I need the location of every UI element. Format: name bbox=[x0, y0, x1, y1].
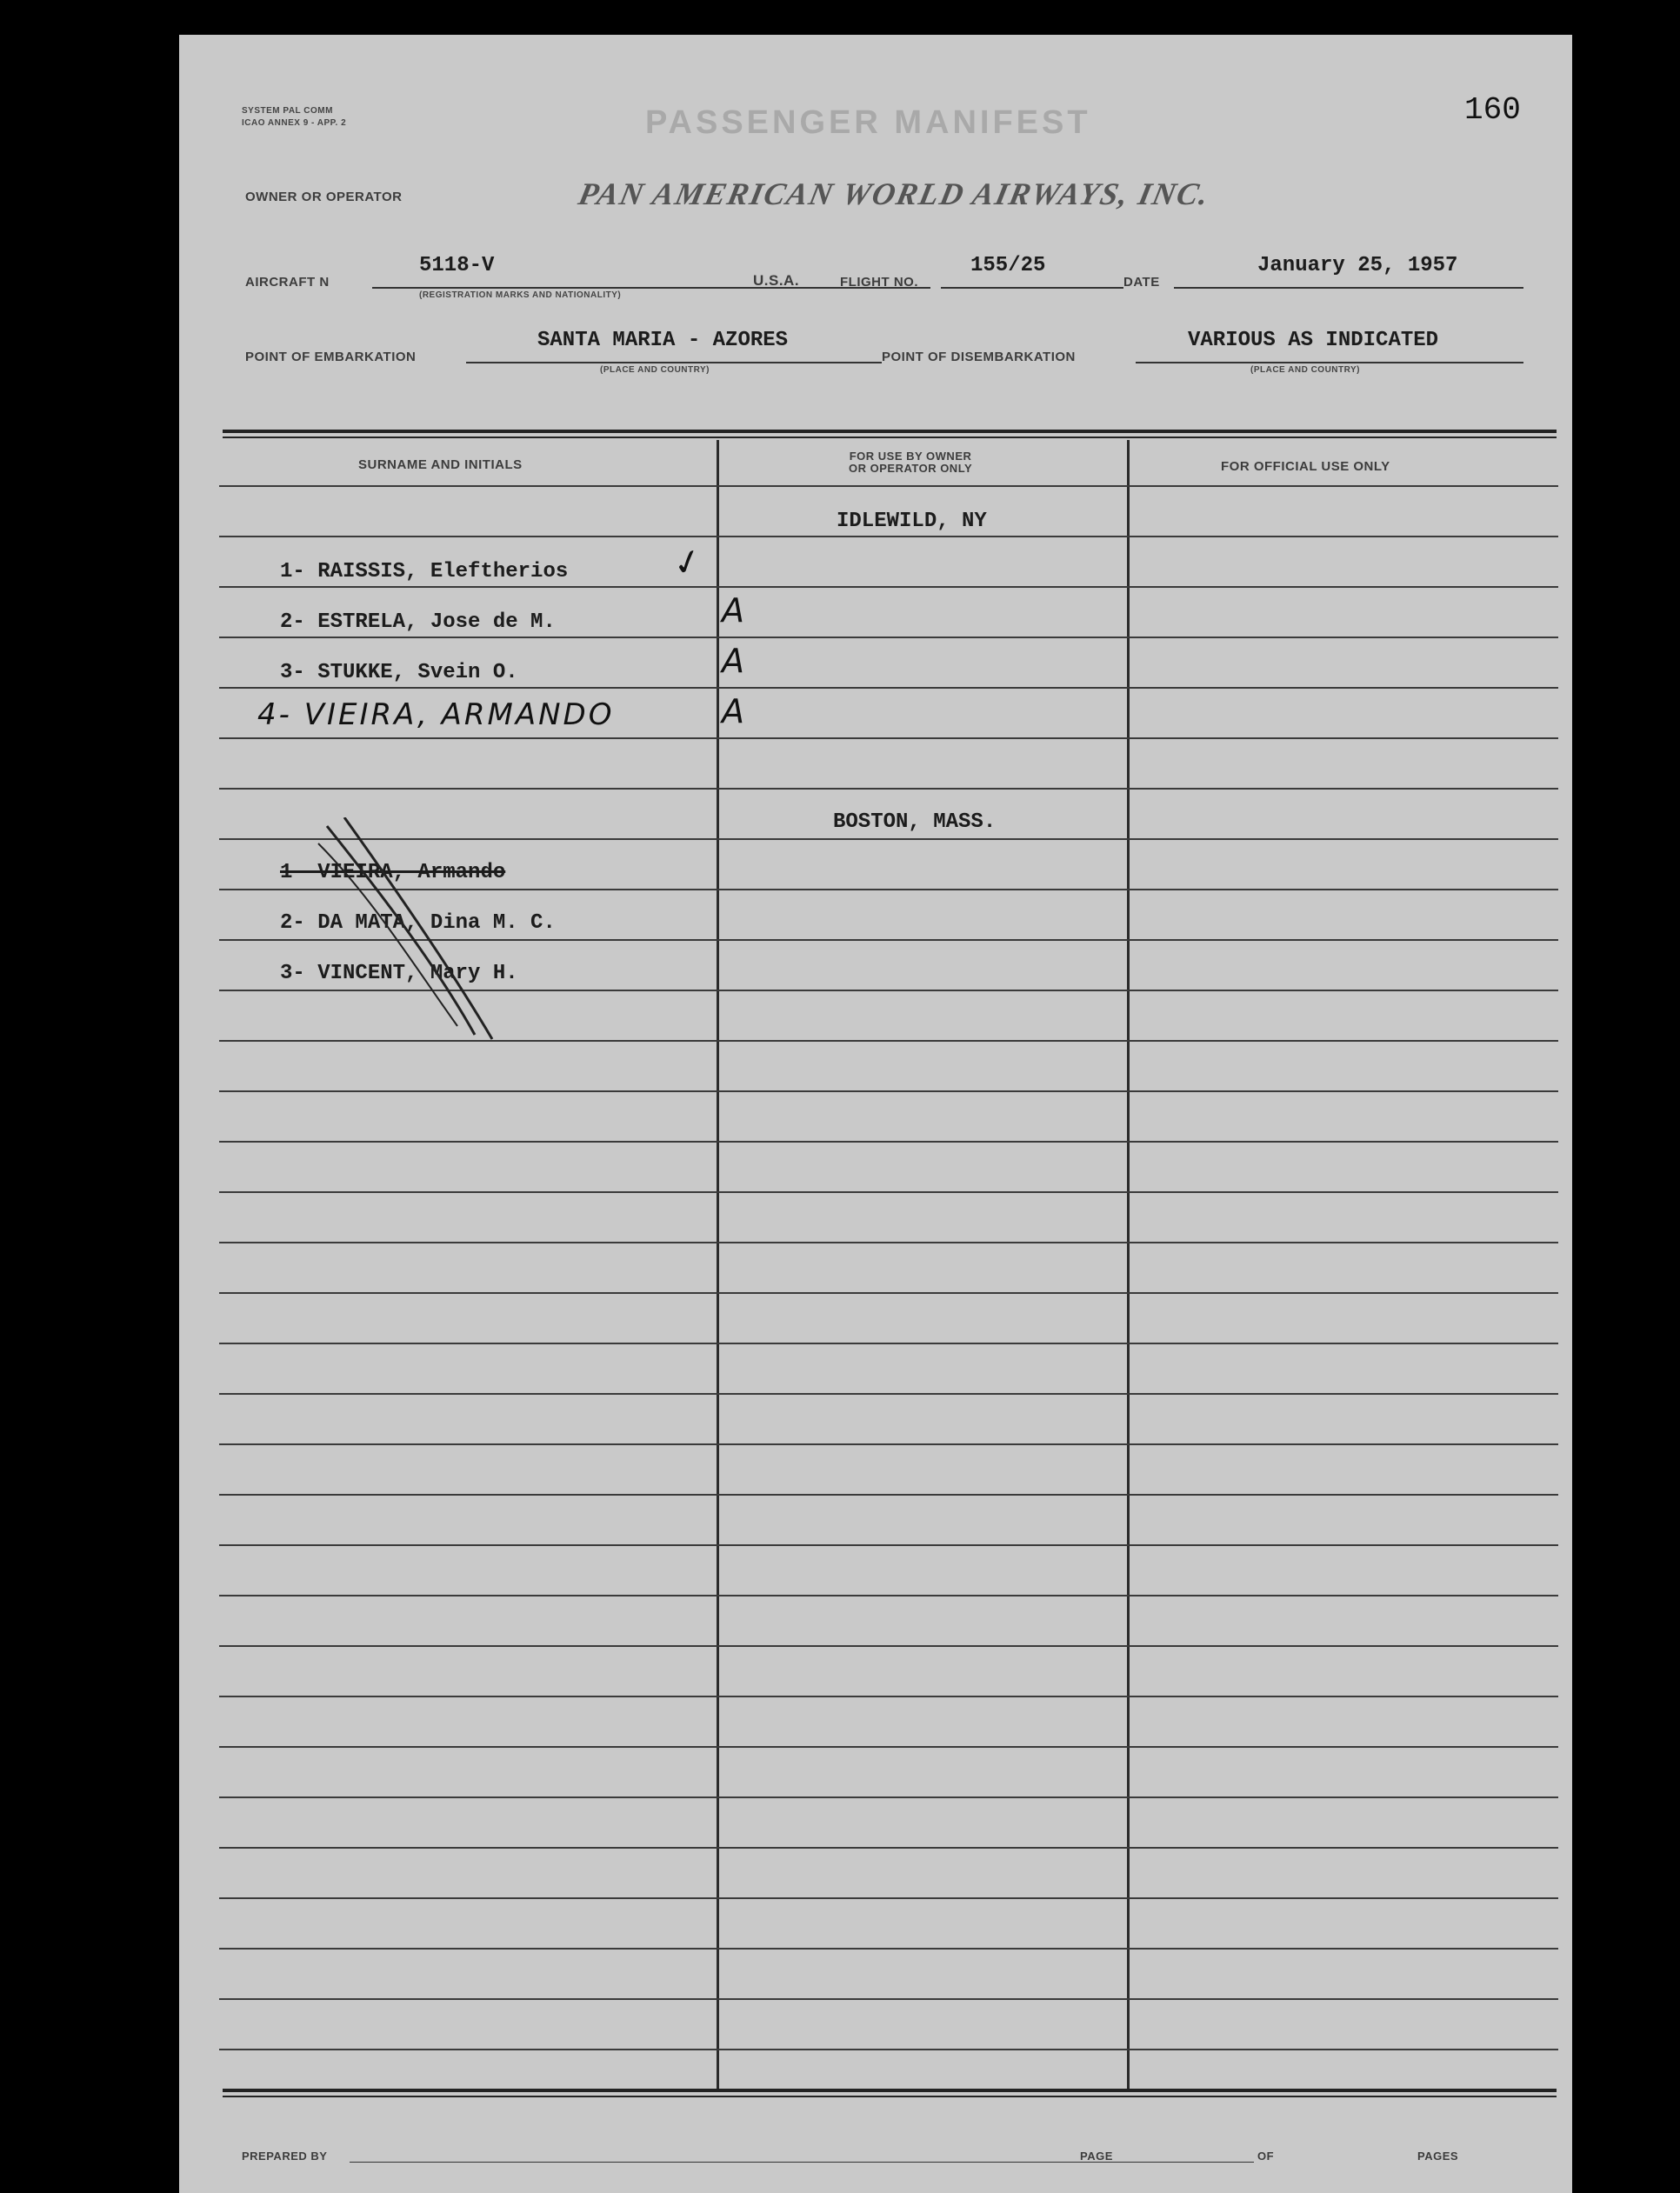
ruled-line bbox=[219, 687, 1558, 689]
page-label: PAGE bbox=[1080, 2150, 1113, 2163]
form-reference-line-2: ICAO ANNEX 9 - APP. 2 bbox=[242, 118, 347, 128]
owner-mark: A bbox=[722, 591, 747, 630]
embark-place-note: (PLACE AND COUNTRY) bbox=[600, 365, 710, 375]
pages-label: PAGES bbox=[1417, 2150, 1459, 2163]
manifest-page bbox=[179, 35, 1572, 2193]
ruled-line bbox=[219, 1393, 1558, 1395]
ruled-line bbox=[219, 1292, 1558, 1294]
ruled-line bbox=[219, 1242, 1558, 1243]
aircraft-value: 5118-V bbox=[419, 254, 495, 277]
owner-use-line-2: OR OPERATOR ONLY bbox=[849, 462, 973, 475]
ruled-line bbox=[219, 1696, 1558, 1697]
usa-label: U.S.A. bbox=[753, 272, 800, 289]
ruled-line bbox=[219, 1897, 1558, 1899]
page-number: 160 bbox=[1464, 92, 1521, 128]
passenger-entry: 3- STUKKE, Svein O. bbox=[280, 661, 518, 684]
operator-name: PAN AMERICAN WORLD AIRWAYS, INC. bbox=[575, 177, 1214, 211]
ruled-line bbox=[219, 1796, 1558, 1798]
handwritten-passenger-entry: 4- VIEIRA, ARMANDO bbox=[257, 697, 615, 732]
ruled-line bbox=[219, 1191, 1558, 1193]
ruled-line bbox=[219, 1948, 1558, 1950]
owner-use-line-1: FOR USE BY OWNER bbox=[849, 450, 972, 463]
column-header-official: FOR OFFICIAL USE ONLY bbox=[1221, 459, 1390, 474]
ruled-line bbox=[219, 1141, 1558, 1143]
ruled-line bbox=[219, 1746, 1558, 1748]
embarkation-label: POINT OF EMBARKATION bbox=[245, 350, 417, 364]
passenger-entry-struck: 1- VIEIRA, Armando bbox=[280, 861, 506, 884]
column-header-owner-use bbox=[849, 450, 972, 475]
ruled-line bbox=[219, 536, 1558, 537]
ruled-line bbox=[219, 485, 1558, 487]
passenger-entry: 3- VINCENT, Mary H. bbox=[280, 962, 518, 985]
ruled-line bbox=[219, 637, 1558, 638]
disembarkation-label: POINT OF DISEMBARKATION bbox=[882, 350, 1076, 364]
ruled-line bbox=[219, 1544, 1558, 1546]
passenger-entry: 2- DA MATA, Dina M. C. bbox=[280, 911, 556, 935]
ruled-line bbox=[219, 1443, 1558, 1445]
passenger-entry: 2- ESTRELA, Jose de M. bbox=[280, 610, 556, 634]
disembarkation-value: VARIOUS AS INDICATED bbox=[1188, 329, 1439, 352]
passenger-entry: 1- RAISSIS, Eleftherios bbox=[280, 560, 569, 583]
aircraft-label: AIRCRAFT N bbox=[245, 275, 330, 290]
destination-idlewild: IDLEWILD, NY bbox=[837, 510, 987, 533]
column-header-surname: SURNAME AND INITIALS bbox=[358, 457, 523, 472]
embarkation-value: SANTA MARIA - AZORES bbox=[537, 329, 789, 352]
ruled-line bbox=[219, 1494, 1558, 1496]
owner-mark: A bbox=[722, 642, 747, 680]
of-label: OF bbox=[1257, 2150, 1275, 2163]
owner-mark: A bbox=[722, 692, 747, 730]
ruled-line bbox=[219, 2049, 1558, 2050]
flight-label: FLIGHT NO. bbox=[840, 275, 918, 290]
ruled-line bbox=[219, 737, 1558, 739]
destination-boston: BOSTON, MASS. bbox=[833, 810, 997, 834]
ruled-line bbox=[219, 1645, 1558, 1647]
prepared-by-label: PREPARED BY bbox=[242, 2150, 328, 2163]
date-label: DATE bbox=[1123, 275, 1160, 290]
ruled-line bbox=[219, 1090, 1558, 1092]
form-reference-line-1: SYSTEM PAL COMM bbox=[242, 106, 333, 116]
ruled-line bbox=[219, 586, 1558, 588]
check-mark: ✓ bbox=[668, 539, 710, 586]
ruled-line bbox=[219, 1343, 1558, 1344]
ruled-line bbox=[219, 788, 1558, 790]
registration-note: (REGISTRATION MARKS AND NATIONALITY) bbox=[419, 290, 622, 300]
flight-value: 155/25 bbox=[970, 254, 1046, 277]
ruled-line bbox=[219, 1595, 1558, 1596]
ruled-line bbox=[219, 1847, 1558, 1849]
diagonal-strike-marks bbox=[310, 817, 536, 1043]
form-title: PASSENGER MANIFEST bbox=[645, 104, 1091, 141]
date-value: January 25, 1957 bbox=[1257, 254, 1458, 277]
ruled-line bbox=[219, 1998, 1558, 2000]
owner-label: OWNER OR OPERATOR bbox=[245, 190, 403, 204]
disembark-place-note: (PLACE AND COUNTRY) bbox=[1250, 365, 1360, 375]
